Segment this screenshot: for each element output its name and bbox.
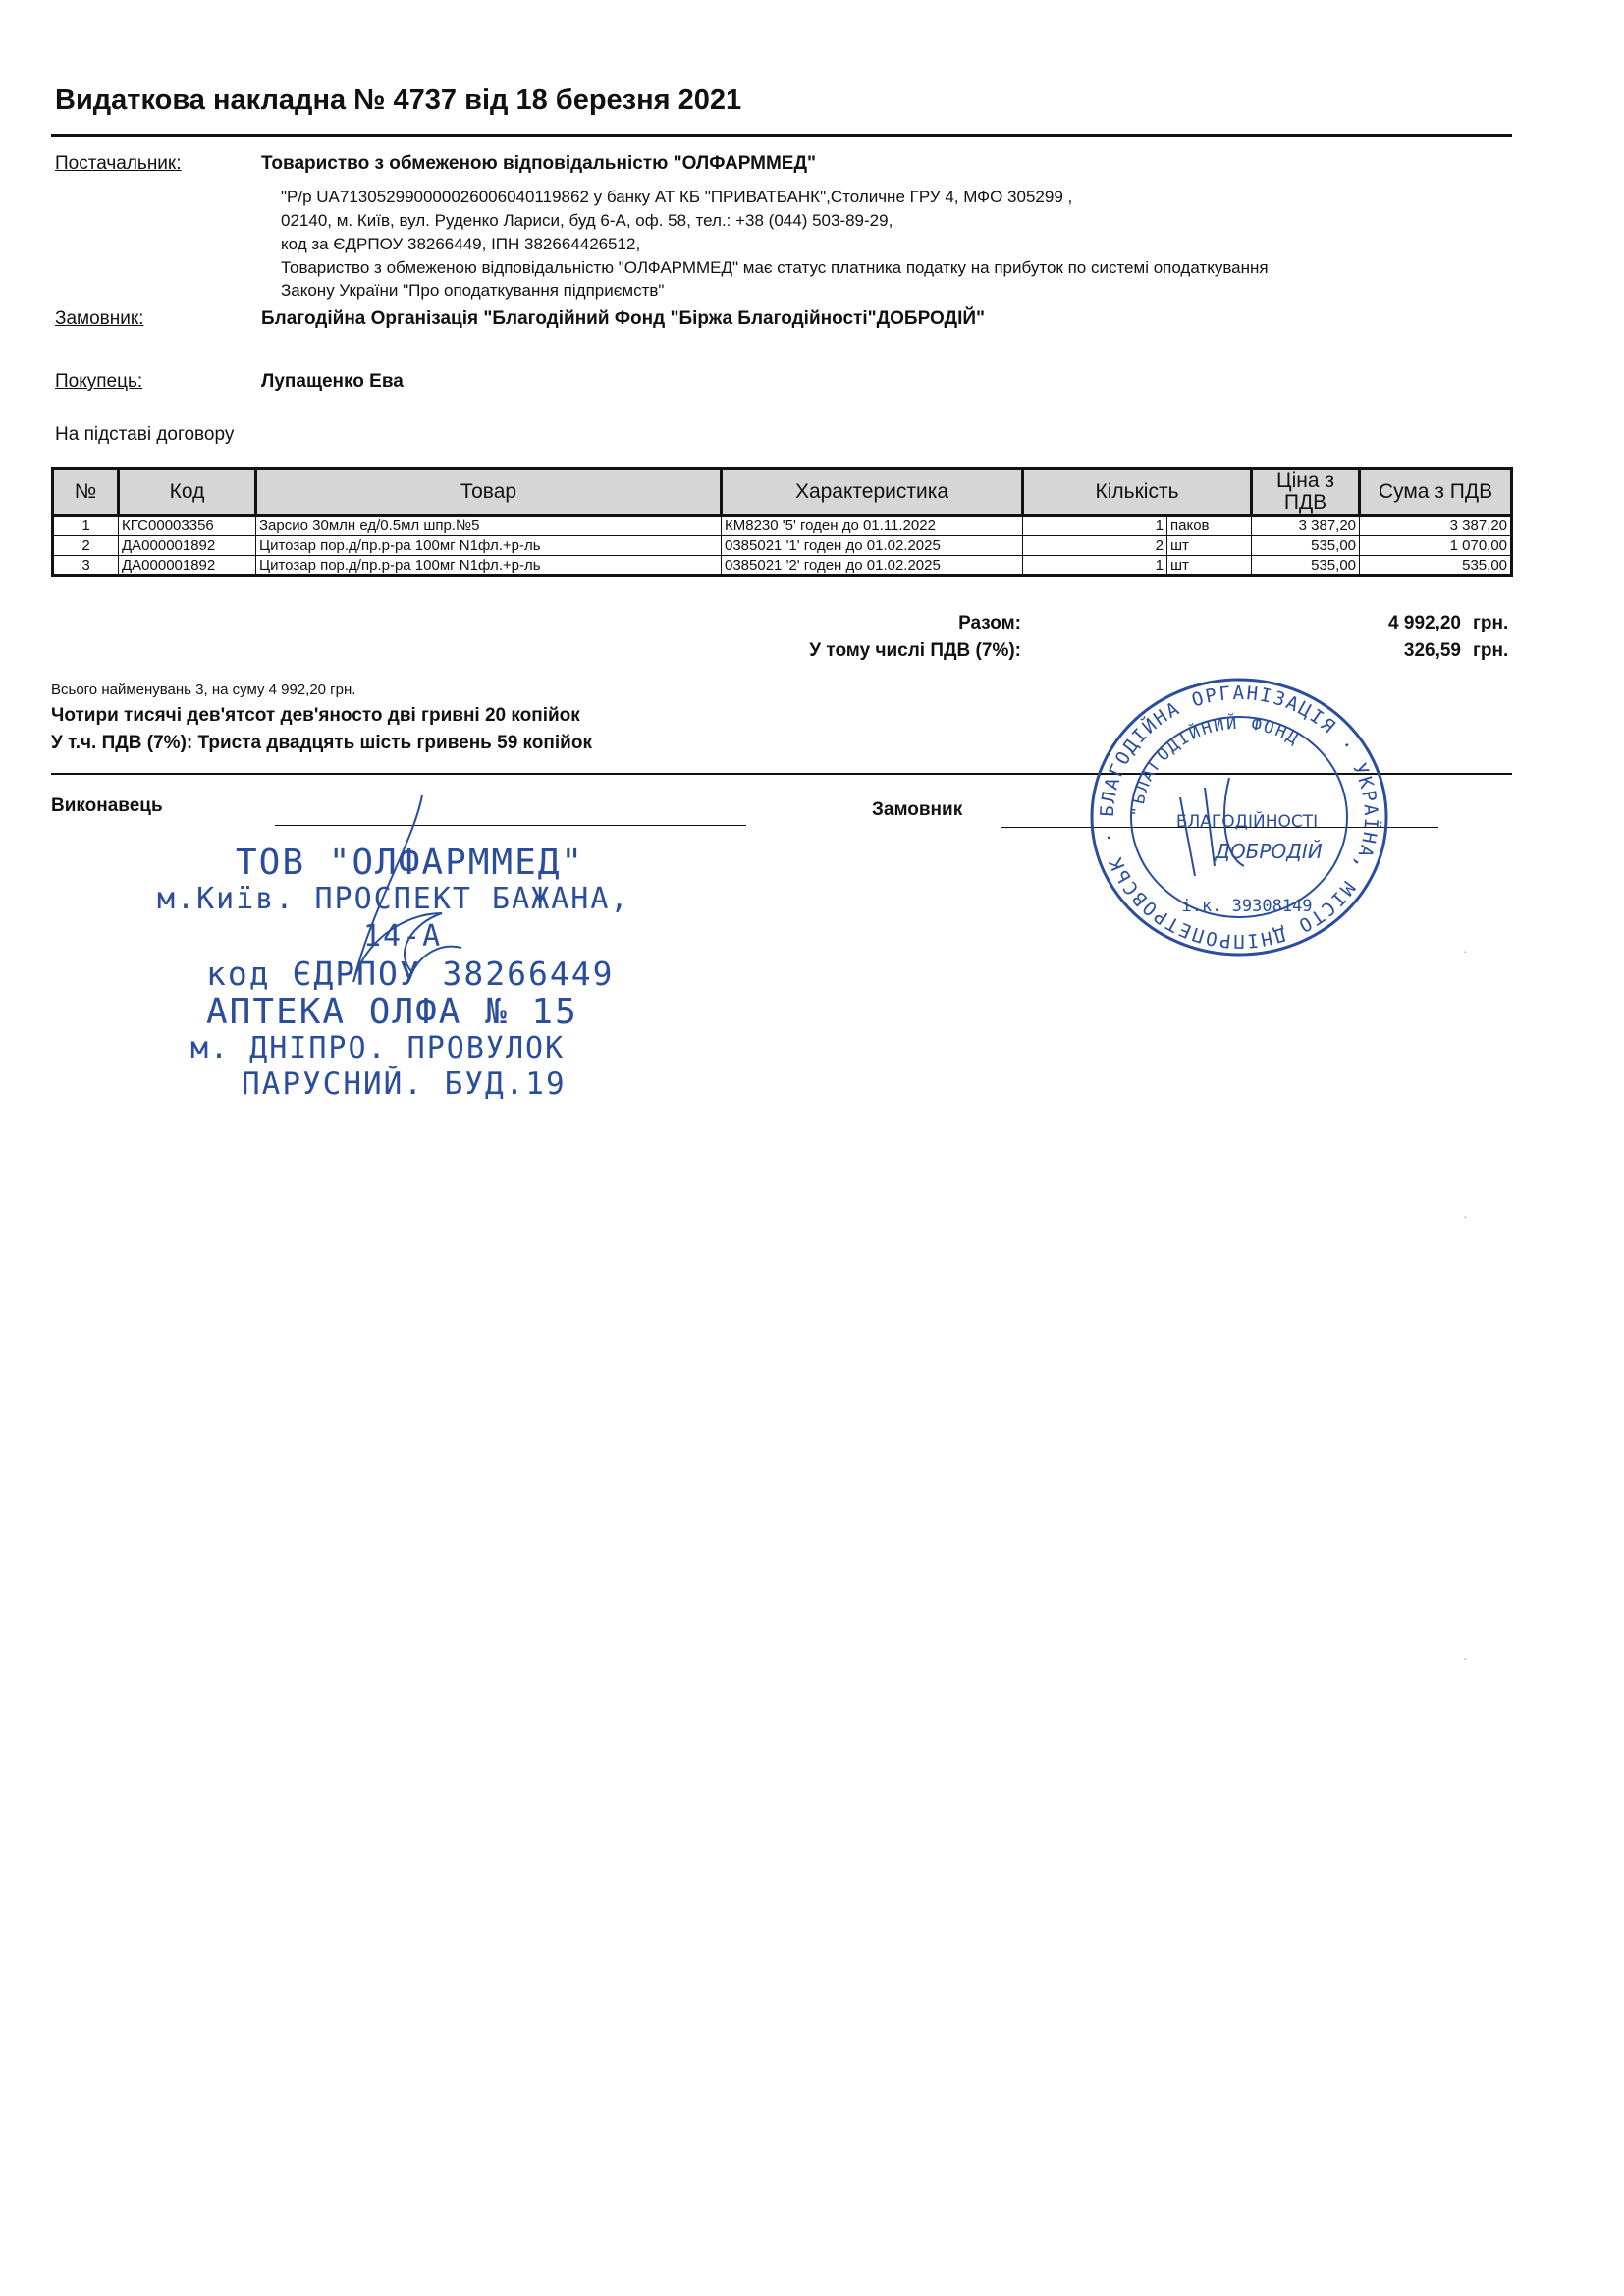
cell-code: КГС00003356	[119, 516, 256, 536]
cell-code: ДА000001892	[119, 536, 256, 556]
cell-number: 3	[53, 556, 119, 576]
cell-number: 2	[53, 536, 119, 556]
cell-characteristic: 0385021 '1' годен до 01.02.2025	[722, 536, 1023, 556]
supplier-line: 02140, м. Київ, вул. Руденко Лариси, буд 6-А, оф. 58, тел.: +38 (044) 503-89-29,	[281, 211, 893, 230]
total-label: Разом:	[958, 613, 1021, 633]
cell-number: 1	[53, 516, 119, 536]
charity-stamp	[1082, 670, 1396, 964]
col-header-code: Код	[119, 469, 256, 516]
stamp-line: АПТЕКА ОЛФА № 15	[206, 992, 578, 1032]
stamp-code-text: і.к. 39308149	[1181, 897, 1313, 916]
col-header-characteristic: Характеристика	[722, 469, 1023, 516]
cell-quantity: 2	[1023, 536, 1167, 556]
stamp-line: м.Київ. ПРОСПЕКТ БАЖАНА,	[157, 882, 630, 916]
amount-in-words: Чотири тисячі дев'ятсот дев'яносто дві гривні 20 копійок	[51, 705, 580, 726]
cell-unit: шт	[1167, 556, 1252, 576]
customer-label: Замовник:	[55, 308, 144, 329]
col-header-price: Ціна з ПДВ	[1252, 469, 1360, 516]
cell-sum: 3 387,20	[1360, 516, 1512, 536]
supplier-line: Товариство з обмеженою відповідальністю "ОЛФАРММЕД" має статус платника податку на прибуток по системі оподаткування	[281, 258, 1269, 277]
table-header-row	[53, 469, 1512, 516]
vat-label: У тому числі ПДВ (7%):	[809, 640, 1021, 661]
cell-item: Зарсио 30млн ед/0.5мл шпр.№5	[256, 516, 722, 536]
items-table	[51, 467, 1513, 577]
stamp-line: код ЄДРПОУ 38266449	[206, 955, 615, 993]
buyer-label: Покупець:	[55, 371, 143, 392]
stamp-inner-ring-text: "БЛАГОДІЙНИЙ ФОНД	[1127, 713, 1304, 818]
scan-artifact: ·	[1463, 1650, 1468, 1666]
cell-quantity: 1	[1023, 556, 1167, 576]
cell-price: 535,00	[1252, 536, 1360, 556]
total-value: 4 992,20	[1388, 613, 1461, 633]
supplier-line: код за ЄДРПОУ 38266449, ІПН 382664426512,	[281, 235, 641, 253]
customer-signature-label: Замовник	[872, 799, 963, 820]
customer-name: Благодійна Організація "Благодійний Фонд "Біржа Благодійності"ДОБРОДІЙ"	[261, 308, 986, 329]
buyer-name: Лупащенко Ева	[261, 371, 404, 392]
cell-price: 535,00	[1252, 556, 1360, 576]
vat-in-words: У т.ч. ПДВ (7%): Триста двадцять шість гривень 59 копійок	[51, 733, 592, 753]
col-header-item: Товар	[256, 469, 722, 516]
items-count-line: Всього найменувань 3, на суму 4 992,20 грн.	[51, 682, 356, 698]
contract-basis: На підставі договору	[55, 424, 235, 445]
col-header-number: №	[53, 469, 119, 516]
executor-signature	[295, 786, 491, 1021]
table-row	[53, 516, 1512, 536]
cell-unit: паков	[1167, 516, 1252, 536]
supplier-label: Постачальник:	[55, 153, 182, 174]
cell-sum: 1 070,00	[1360, 536, 1512, 556]
cell-item: Цитозар пор.д/пр.р-ра 100мг N1фл.+р-ль	[256, 536, 722, 556]
stamp-line: м. ДНІПРО. ПРОВУЛОК	[190, 1031, 566, 1066]
stamp-mid-text: БЛАГОДІЙНОСТІ	[1175, 812, 1319, 832]
stamp-name-text: ДОБРОДІЙ	[1215, 840, 1323, 863]
total-currency: грн.	[1473, 613, 1509, 633]
vat-value: 326,59	[1403, 640, 1461, 661]
cell-quantity: 1	[1023, 516, 1167, 536]
cell-price: 3 387,20	[1252, 516, 1360, 536]
vat-currency: грн.	[1473, 640, 1509, 661]
supplier-line: "Р/р UA713052990000026006040119862 у банку АТ КБ "ПРИВАТБАНК",Столичне ГРУ 4, МФО 305299 ,	[281, 188, 1073, 206]
cell-code: ДА000001892	[119, 556, 256, 576]
stamp-ring-text: БЛАГОДІЙНА ОРГАНІЗАЦІЯ · УКРАЇНА, МІСТО ДНІПРОПЕТРОВСЬК ·	[1096, 682, 1382, 953]
col-header-quantity: Кількість	[1023, 469, 1252, 516]
stamp-line: ПАРУСНИЙ. БУД.19	[242, 1066, 567, 1102]
executor-label: Виконавець	[51, 795, 163, 816]
cell-characteristic: 0385021 '2' годен до 01.02.2025	[722, 556, 1023, 576]
title-divider	[51, 134, 1512, 137]
col-header-sum: Сума з ПДВ	[1360, 469, 1512, 516]
stamp-line: ТОВ "ОЛФАРММЕД"	[236, 843, 585, 883]
table-row	[53, 536, 1512, 556]
stamp-line: 14-А	[363, 919, 443, 954]
cell-sum: 535,00	[1360, 556, 1512, 576]
scan-artifact: ·	[1463, 943, 1468, 958]
scan-artifact: ·	[1463, 1208, 1468, 1224]
cell-characteristic: КМ8230 '5' годен до 01.11.2022	[722, 516, 1023, 536]
document-title: Видаткова накладна № 4737 від 18 березня 2021	[55, 84, 742, 116]
cell-unit: шт	[1167, 536, 1252, 556]
cell-item: Цитозар пор.д/пр.р-ра 100мг N1фл.+р-ль	[256, 556, 722, 576]
supplier-name: Товариство з обмеженою відповідальністю "ОЛФАРММЕД"	[261, 153, 817, 174]
supplier-line: Закону України "Про оподаткування підприємств"	[281, 281, 665, 300]
table-row	[53, 556, 1512, 576]
